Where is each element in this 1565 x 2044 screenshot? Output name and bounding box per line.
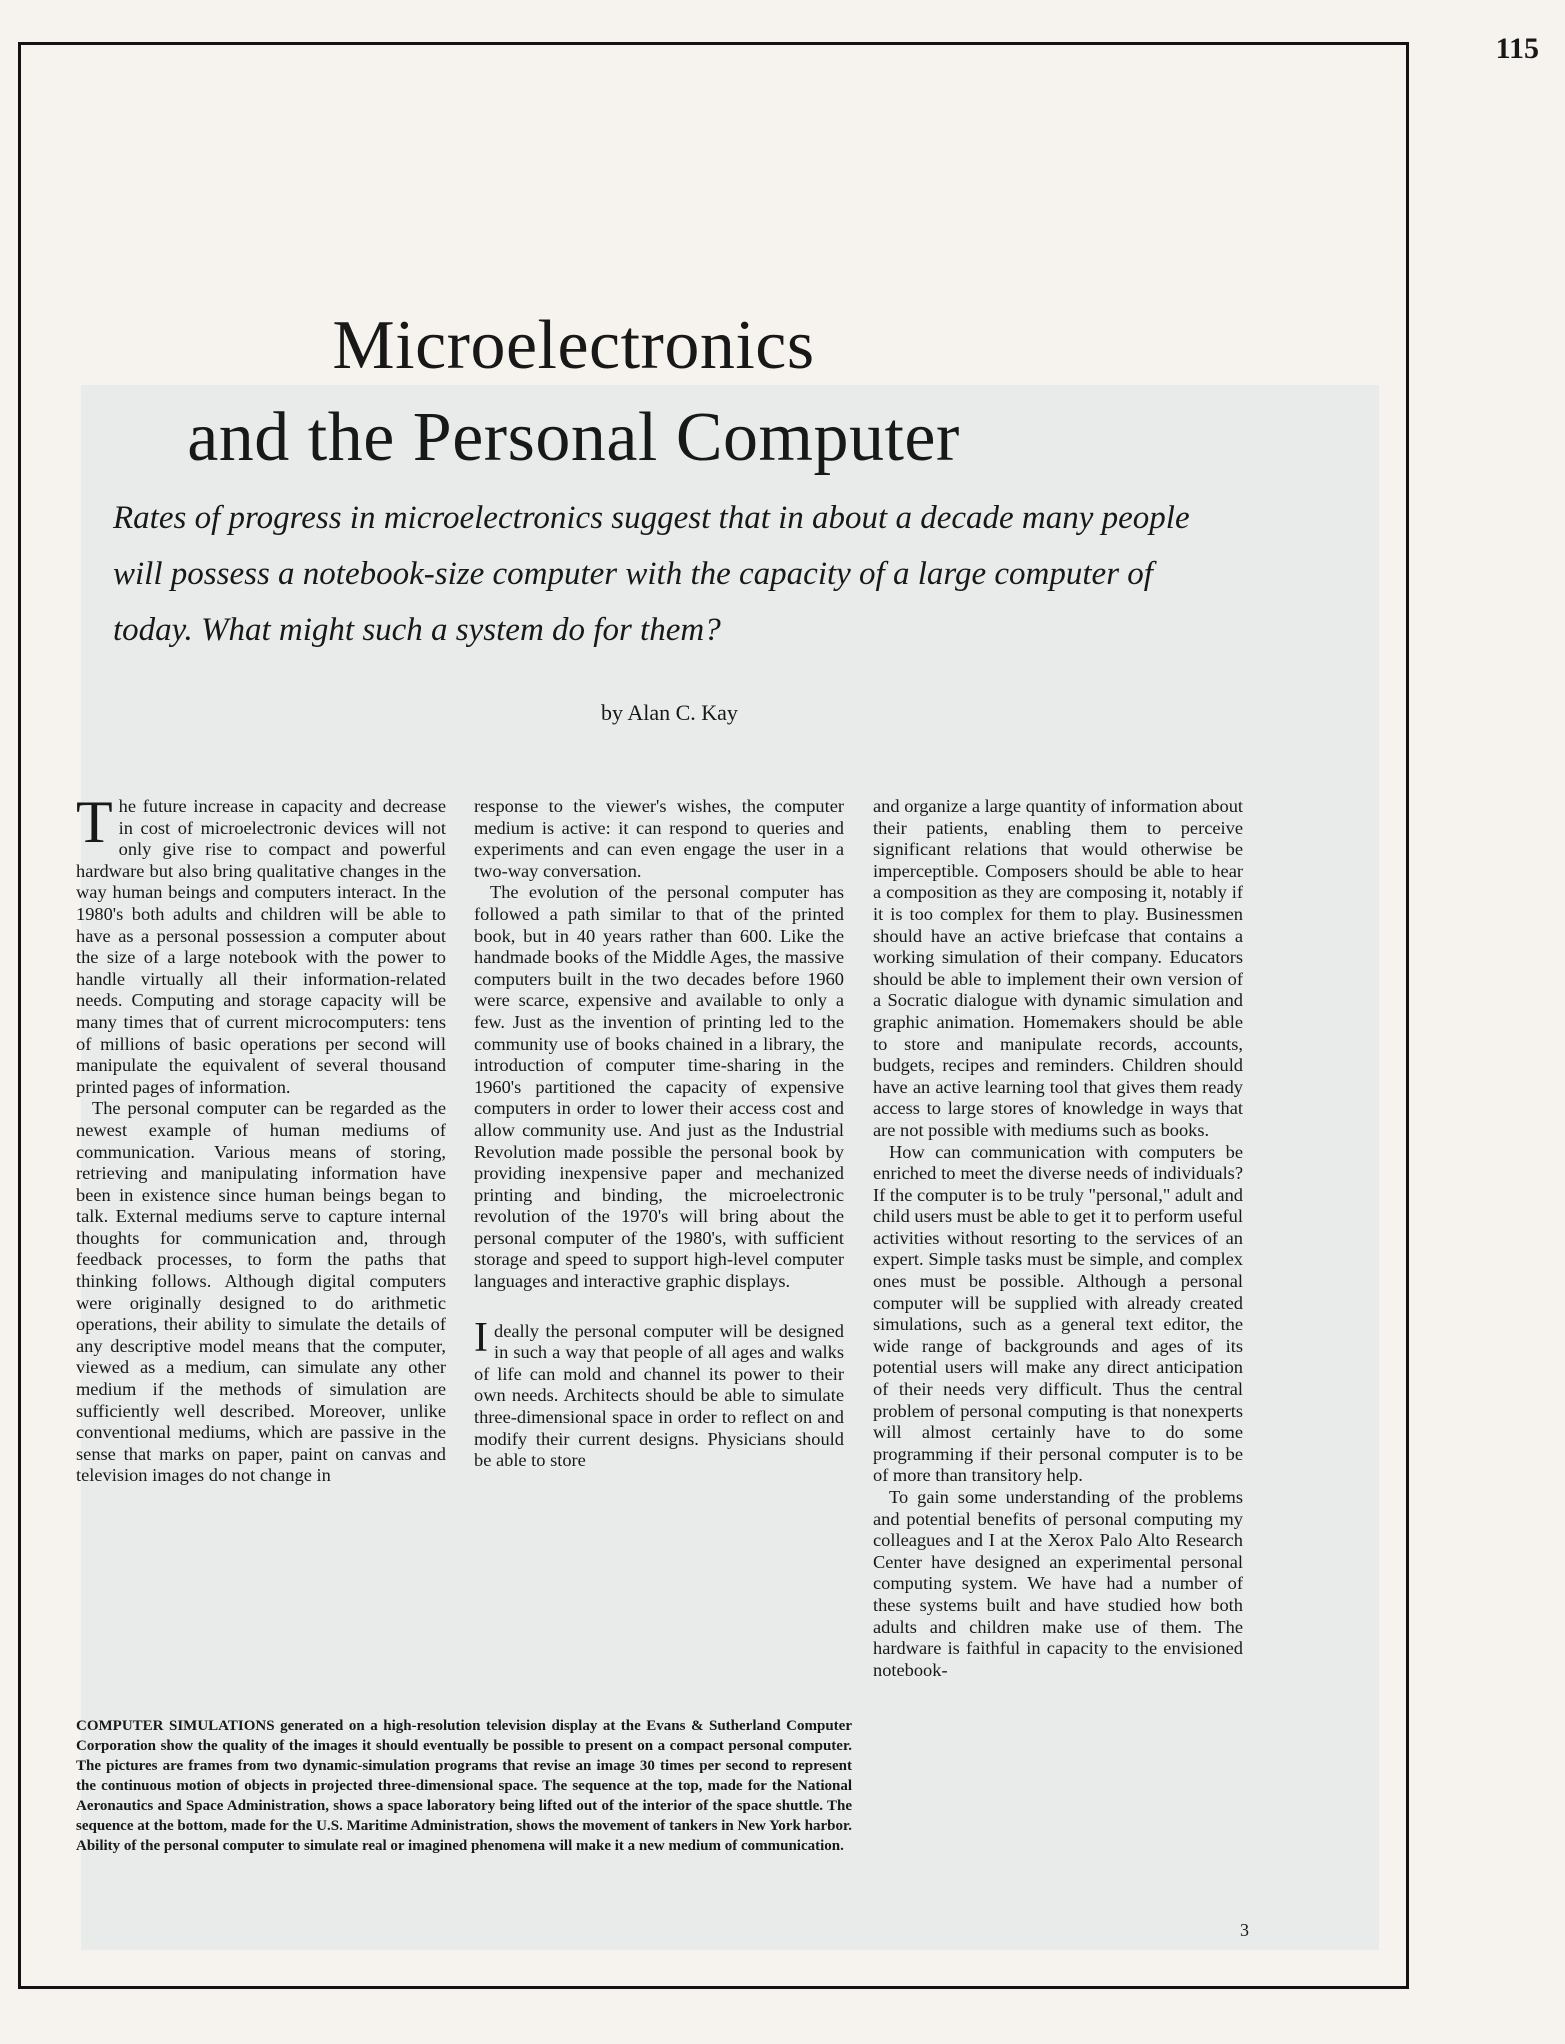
page-number-top: 115 — [1495, 32, 1539, 65]
body-column-2 — [474, 796, 844, 1472]
body-paragraph: To gain some understanding of the problems and potential benefits of personal computing my colleagues and I at the Xerox Palo Alto Research Center have designed an experimental personal computing system. We have had a number of these systems built and have studied how both adults and children make use of them. The hardware is faithful in capacity to the envisioned notebook- — [873, 1487, 1243, 1680]
drop-cap: T — [76, 789, 113, 855]
body-paragraph: response to the viewer's wishes, the computer medium is active: it can respond to queries and experiments and can even engage the user in a two-way conversation. — [474, 796, 844, 881]
body-paragraph: How can communication with computers be enriched to meet the diverse needs of individuals? If the computer is to be truly "personal," adult and child users must be able to get it to perform useful activities without resorting to the services of an expert. Simple tasks must be simple, and complex ones must be possible. Although a personal computer will be supplied with already created simulations, such as a general text editor, the wide range of backgrounds and ages of its potential users will make any direct anticipation of their needs very difficult. Thus the central problem of personal computing is that nonexperts will almost certainly have to do some programming if their personal computer is to be of more than transitory help. — [873, 1141, 1243, 1486]
body-paragraph: Ideally the personal computer will be designed in such a way that people of all ages and walks of life can mold and channel its power to their own needs. Architects should be able to simulate three-dimensional space in order to reflect on and modify their current designs. Physicians should be able to store — [474, 1314, 844, 1471]
drop-cap: I — [474, 1314, 488, 1361]
body-paragraph: The evolution of the personal computer has followed a path similar to that of the printed book, but in 40 years rather than 600. Like the handmade books of the Middle Ages, the massive computers built in the two decades before 1960 were scarce, expensive and available to only a few. Just as the invention of printing led to the community use of books chained in a library, the introduction of computer time-sharing in the 1960's partitioned the capacity of expensive computers in order to lower their access cost and allow community use. And just as the Industrial Revolution made possible the personal book by providing inexpensive paper and mechanized printing and binding, the microelectronic revolution of the 1970's will bring about the personal computer of the 1980's, with sufficient storage and speed to support high-level computer languages and interactive graphic displays. — [474, 882, 844, 1292]
body-paragraph: and organize a large quantity of information about their patients, enabling them to perceive significant relations that would otherwise be imperceptible. Composers should be able to hear a composition as they are composing it, notably if it is too complex for them to play. Businessmen should have an active briefcase that contains a working simulation of their company. Educators should be able to implement their own version of a Socratic dialogue with dynamic simulation and graphic animation. Homemakers should be able to store and manipulate records, accounts, budgets, recipes and reminders. Children should have an active learning tool that gives them ready access to large stores of knowledge in ways that are not possible with mediums such as books. — [873, 796, 1243, 1140]
article-title — [0, 300, 1147, 484]
title-line-2: and the Personal Computer — [187, 399, 960, 476]
body-column-1 — [76, 789, 446, 1487]
figure-caption — [76, 1716, 852, 1856]
article-byline: by Alan C. Kay — [601, 700, 738, 725]
caption-text: generated on a high-resolution television display at the Evans & Sutherland Computer Corporation show the quality of the images it should eventually be possible to present on a compact personal computer. The pictures are frames from two dynamic-simulation programs that revise an image 30 times per second to represent the continuous motion of objects in projected three-dimensional space. The sequence at the top, made for the National Aeronautics and Space Administration, shows a space laboratory being lifted out of the interior of the space shuttle. The sequence at the bottom, made for the U.S. Maritime Administration, shows the movement of tankers in New York harbor. Ability of the personal computer to simulate real or imagined phenomena will make it a new medium of communication. — [76, 1718, 852, 1854]
body-paragraph: The personal computer can be regarded as the newest example of human mediums of communication. Various means of storing, retrieving and manipulating information have been in existence since human beings began to talk. External mediums serve to capture internal thoughts for communication and, through feedback processes, to form the paths that thinking follows. Although digital computers were originally designed to do arithmetic operations, their ability to simulate the details of any descriptive model means that the computer, viewed as a medium, can simulate any other medium if the methods of simulation are sufficiently well described. Moreover, unlike conventional mediums, which are passive in the sense that marks on paper, paint on canvas and television images do not change in — [76, 1098, 446, 1486]
body-paragraph: The future increase in capacity and decrease in cost of microelectronic devices will not only give rise to compact and powerful hardware but also bring qualitative changes in the way human beings and computers interact. In the 1980's both adults and children will be able to have as a personal possession a computer about the size of a large notebook with the power to handle virtually all their information-related needs. Computing and storage capacity will be many times that of current microcomputers: tens of millions of basic operations per second will manipulate the equivalent of several thousand printed pages of information. — [76, 789, 446, 1097]
folio-number: 3 — [1240, 1920, 1249, 1940]
article-deck: Rates of progress in microelectronics suggest that in about a decade many people will possess a notebook-size computer with the capacity of a large computer of today. What might such a system do for them? — [113, 500, 1190, 648]
title-line-1: Microelectronics — [332, 307, 815, 384]
caption-lead-in: COMPUTER SIMULATIONS — [76, 1718, 275, 1734]
body-column-3 — [873, 796, 1243, 1681]
